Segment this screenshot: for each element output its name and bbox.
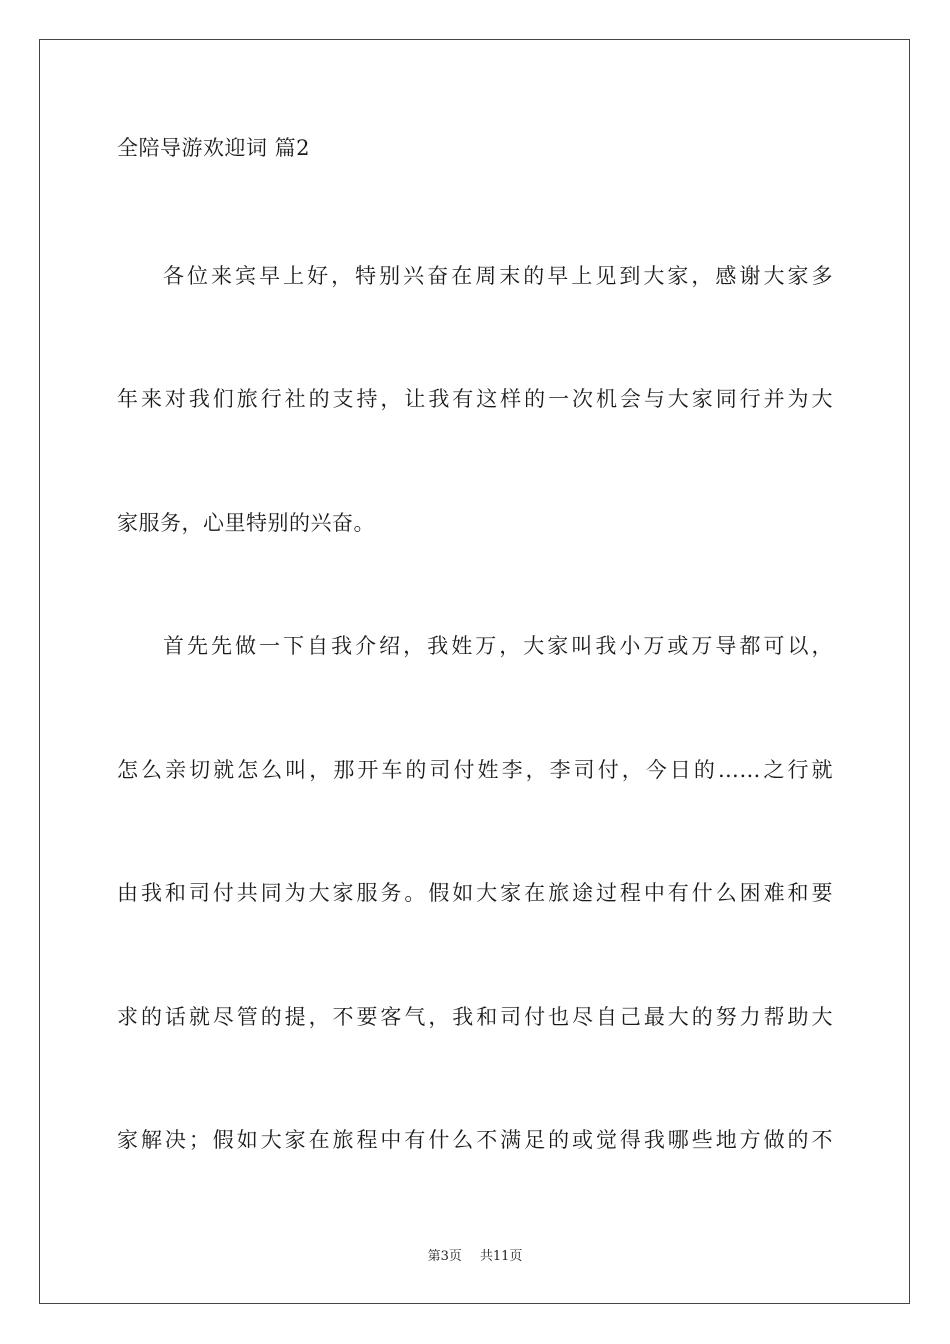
page-footer (0, 1248, 950, 1266)
paragraph-line: 怎么亲切就怎么叫，那开车的司付姓李，李司付，今日的……之行就 (117, 758, 833, 782)
paragraph-line: 求的话就尽管的提，不要客气，我和司付也尽自己最大的努力帮助大 (117, 1005, 833, 1029)
paragraph-line: 年来对我们旅行社的支持，让我有这样的一次机会与大家同行并为大 (117, 387, 833, 411)
paragraph-line: 由我和司付共同为大家服务。假如大家在旅途过程中有什么困难和要 (117, 881, 833, 905)
page-border (39, 39, 910, 1304)
paragraph-line: 家解决；假如大家在旅程中有什么不满足的或觉得我哪些地方做的不 (117, 1128, 833, 1152)
paragraph-line: 家服务，心里特别的兴奋。 (117, 511, 375, 535)
paragraph-line: 各位来宾早上好，特别兴奋在周末的早上见到大家，感谢大家多 (163, 264, 833, 288)
page-number: 第3页 (427, 1249, 462, 1264)
paragraph-line: 首先先做一下自我介绍，我姓万，大家叫我小万或万导都可以， (163, 634, 833, 658)
section-heading: 全陪导游欢迎词 篇2 (117, 136, 311, 160)
page-total: 共11页 (479, 1249, 523, 1264)
